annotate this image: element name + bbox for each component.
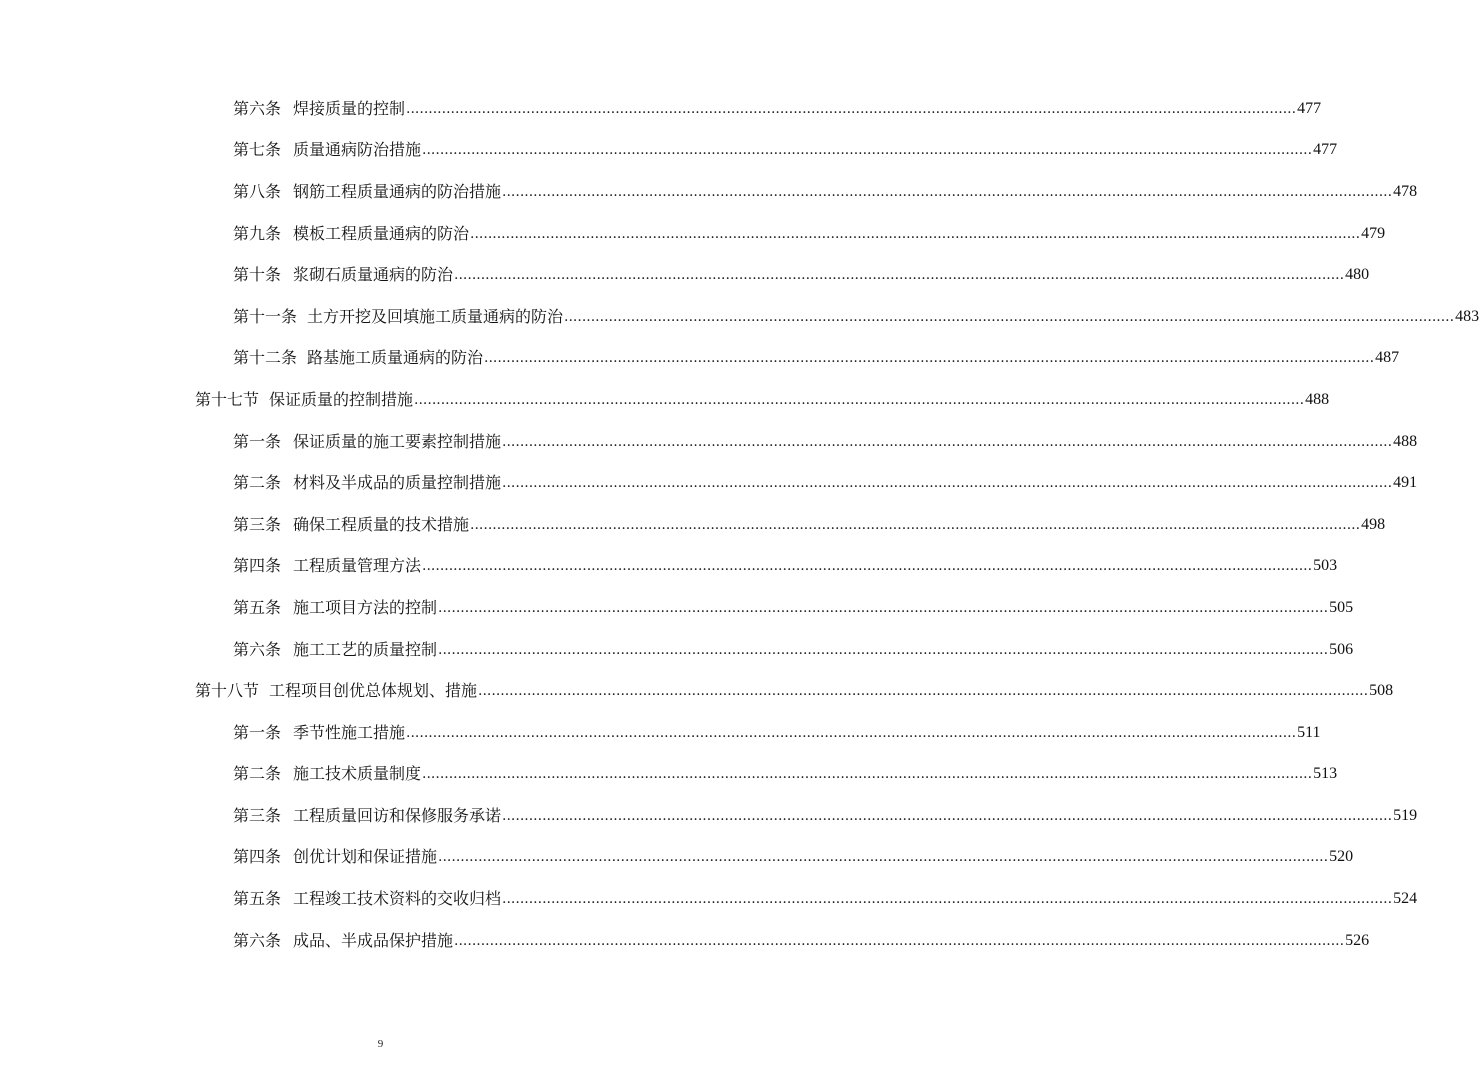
toc-entry-number: 第九条 (233, 223, 282, 243)
toc-entry-number: 第四条 (233, 847, 282, 867)
toc-dot-leader: ........................................................................................................................................................................................................ (470, 516, 1361, 533)
toc-dot-leader: ........................................................................................................................................................................................................ (502, 891, 1393, 908)
toc-entry-page: 498 (1361, 515, 1386, 533)
toc-article-entry[interactable] (0, 171, 1418, 213)
toc-entry-number: 第六条 (233, 930, 282, 950)
toc-dot-leader: ........................................................................................................................................................................................................ (406, 724, 1297, 741)
toc-dot-leader: ........................................................................................................................................................................................................ (438, 849, 1329, 866)
toc-entry-page: 526 (1345, 931, 1370, 949)
toc-article-entry[interactable] (0, 421, 1418, 463)
toc-article-entry[interactable] (0, 88, 1322, 130)
toc-article-entry[interactable] (0, 754, 1338, 796)
toc-entry-title: 施工技术质量制度 (293, 764, 422, 784)
toc-section-entry[interactable] (0, 379, 1330, 421)
toc-dot-leader: ........................................................................................................................................................................................................ (422, 142, 1313, 159)
toc-entry-number: 第十条 (233, 265, 282, 285)
toc-entry-number: 第五条 (233, 889, 282, 909)
toc-entry-title: 季节性施工措施 (293, 722, 406, 742)
toc-entry-number: 第二条 (233, 473, 282, 493)
toc-entry-number: 第十二条 (233, 348, 298, 368)
toc-article-entry[interactable] (0, 462, 1418, 504)
toc-entry-title: 施工项目方法的控制 (293, 597, 438, 617)
toc-dot-leader: ........................................................................................................................................................................................................ (502, 183, 1393, 200)
toc-entry-title: 工程质量管理方法 (293, 556, 422, 576)
toc-entry-number: 第八条 (233, 181, 282, 201)
toc-article-entry[interactable] (0, 546, 1338, 588)
toc-article-entry[interactable] (0, 338, 1400, 380)
toc-entry-title: 施工工艺的质量控制 (293, 639, 438, 659)
toc-dot-leader: ........................................................................................................................................................................................................ (438, 641, 1329, 658)
toc-entry-number: 第四条 (233, 556, 282, 576)
toc-entry-page: 488 (1305, 390, 1330, 408)
toc-entry-page: 491 (1393, 474, 1418, 492)
toc-entry-page: 488 (1393, 432, 1418, 450)
toc-entry-page: 513 (1313, 765, 1338, 783)
toc-article-entry[interactable] (0, 837, 1354, 879)
toc-entry-title: 模板工程质量通病的防治 (293, 223, 470, 243)
toc-entry-page: 508 (1369, 682, 1394, 700)
toc-article-entry[interactable] (0, 920, 1370, 962)
toc-dot-leader: ........................................................................................................................................................................................................ (484, 350, 1375, 367)
toc-entry-number: 第五条 (233, 597, 282, 617)
toc-article-entry[interactable] (0, 504, 1386, 546)
toc-entry-page: 503 (1313, 557, 1338, 575)
toc-dot-leader: ........................................................................................................................................................................................................ (454, 932, 1345, 949)
toc-dot-leader: ........................................................................................................................................................................................................ (422, 766, 1313, 783)
toc-entry-title: 钢筋工程质量通病的防治措施 (293, 181, 502, 201)
toc-entry-page: 511 (1297, 723, 1321, 741)
toc-article-entry[interactable] (0, 254, 1370, 296)
toc-entry-title: 土方开挖及回填施工质量通病的防治 (307, 306, 564, 326)
toc-entry-title: 成品、半成品保护措施 (293, 930, 454, 950)
toc-entry-title: 质量通病防治措施 (293, 140, 422, 160)
table-of-contents (0, 88, 1479, 961)
toc-dot-leader: ........................................................................................................................................................................................................ (502, 807, 1393, 824)
toc-dot-leader: ........................................................................................................................................................................................................ (422, 558, 1313, 575)
toc-entry-title: 保证质量的控制措施 (269, 389, 414, 409)
toc-entry-page: 477 (1297, 99, 1322, 117)
toc-article-entry[interactable] (0, 795, 1418, 837)
toc-entry-number: 第三条 (233, 514, 282, 534)
toc-dot-leader: ........................................................................................................................................................................................................ (564, 308, 1455, 325)
toc-entry-number: 第六条 (233, 639, 282, 659)
toc-article-entry[interactable] (0, 878, 1418, 920)
toc-entry-title: 材料及半成品的质量控制措施 (293, 473, 502, 493)
toc-entry-number: 第一条 (233, 722, 282, 742)
toc-entry-number: 第七条 (233, 140, 282, 160)
toc-entry-title: 保证质量的施工要素控制措施 (293, 431, 502, 451)
page-number: 9 (377, 1038, 384, 1050)
toc-dot-leader: ........................................................................................................................................................................................................ (502, 433, 1393, 450)
toc-article-entry[interactable] (0, 587, 1354, 629)
toc-article-entry[interactable] (0, 712, 1321, 754)
toc-entry-page: 505 (1329, 598, 1354, 616)
toc-entry-number: 第一条 (233, 431, 282, 451)
toc-entry-title: 工程项目创优总体规划、措施 (269, 681, 478, 701)
toc-dot-leader: ........................................................................................................................................................................................................ (406, 100, 1297, 117)
toc-entry-page: 480 (1345, 266, 1370, 284)
toc-entry-page: 477 (1313, 141, 1338, 159)
toc-entry-title: 工程竣工技术资料的交收归档 (293, 889, 502, 909)
toc-entry-title: 路基施工质量通病的防治 (307, 348, 484, 368)
toc-entry-page: 478 (1393, 182, 1418, 200)
toc-entry-page: 524 (1393, 890, 1418, 908)
toc-entry-page: 483 (1455, 307, 1479, 325)
toc-dot-leader: ........................................................................................................................................................................................................ (502, 475, 1393, 492)
toc-dot-leader: ........................................................................................................................................................................................................ (414, 391, 1305, 408)
toc-entry-page: 519 (1393, 806, 1418, 824)
toc-entry-number: 第二条 (233, 764, 282, 784)
toc-entry-number: 第六条 (233, 98, 282, 118)
toc-article-entry[interactable] (0, 213, 1386, 255)
toc-article-entry[interactable] (0, 296, 1479, 338)
toc-entry-page: 506 (1329, 640, 1354, 658)
toc-entry-title: 焊接质量的控制 (293, 98, 406, 118)
toc-entry-page: 520 (1329, 848, 1354, 866)
toc-entry-title: 创优计划和保证措施 (293, 847, 438, 867)
toc-section-entry[interactable] (0, 670, 1394, 712)
toc-entry-number: 第十七节 (195, 389, 260, 409)
toc-dot-leader: ........................................................................................................................................................................................................ (478, 683, 1369, 700)
toc-article-entry[interactable] (0, 130, 1338, 172)
toc-entry-number: 第三条 (233, 805, 282, 825)
toc-dot-leader: ........................................................................................................................................................................................................ (438, 599, 1329, 616)
toc-article-entry[interactable] (0, 629, 1354, 671)
toc-entry-title: 确保工程质量的技术措施 (293, 514, 470, 534)
toc-entry-number: 第十八节 (195, 681, 260, 701)
toc-entry-page: 487 (1375, 349, 1400, 367)
toc-entry-number: 第十一条 (233, 306, 298, 326)
toc-entry-title: 浆砌石质量通病的防治 (293, 265, 454, 285)
toc-entry-page: 479 (1361, 224, 1386, 242)
toc-dot-leader: ........................................................................................................................................................................................................ (470, 225, 1361, 242)
toc-entry-title: 工程质量回访和保修服务承诺 (293, 805, 502, 825)
toc-dot-leader: ........................................................................................................................................................................................................ (454, 267, 1345, 284)
